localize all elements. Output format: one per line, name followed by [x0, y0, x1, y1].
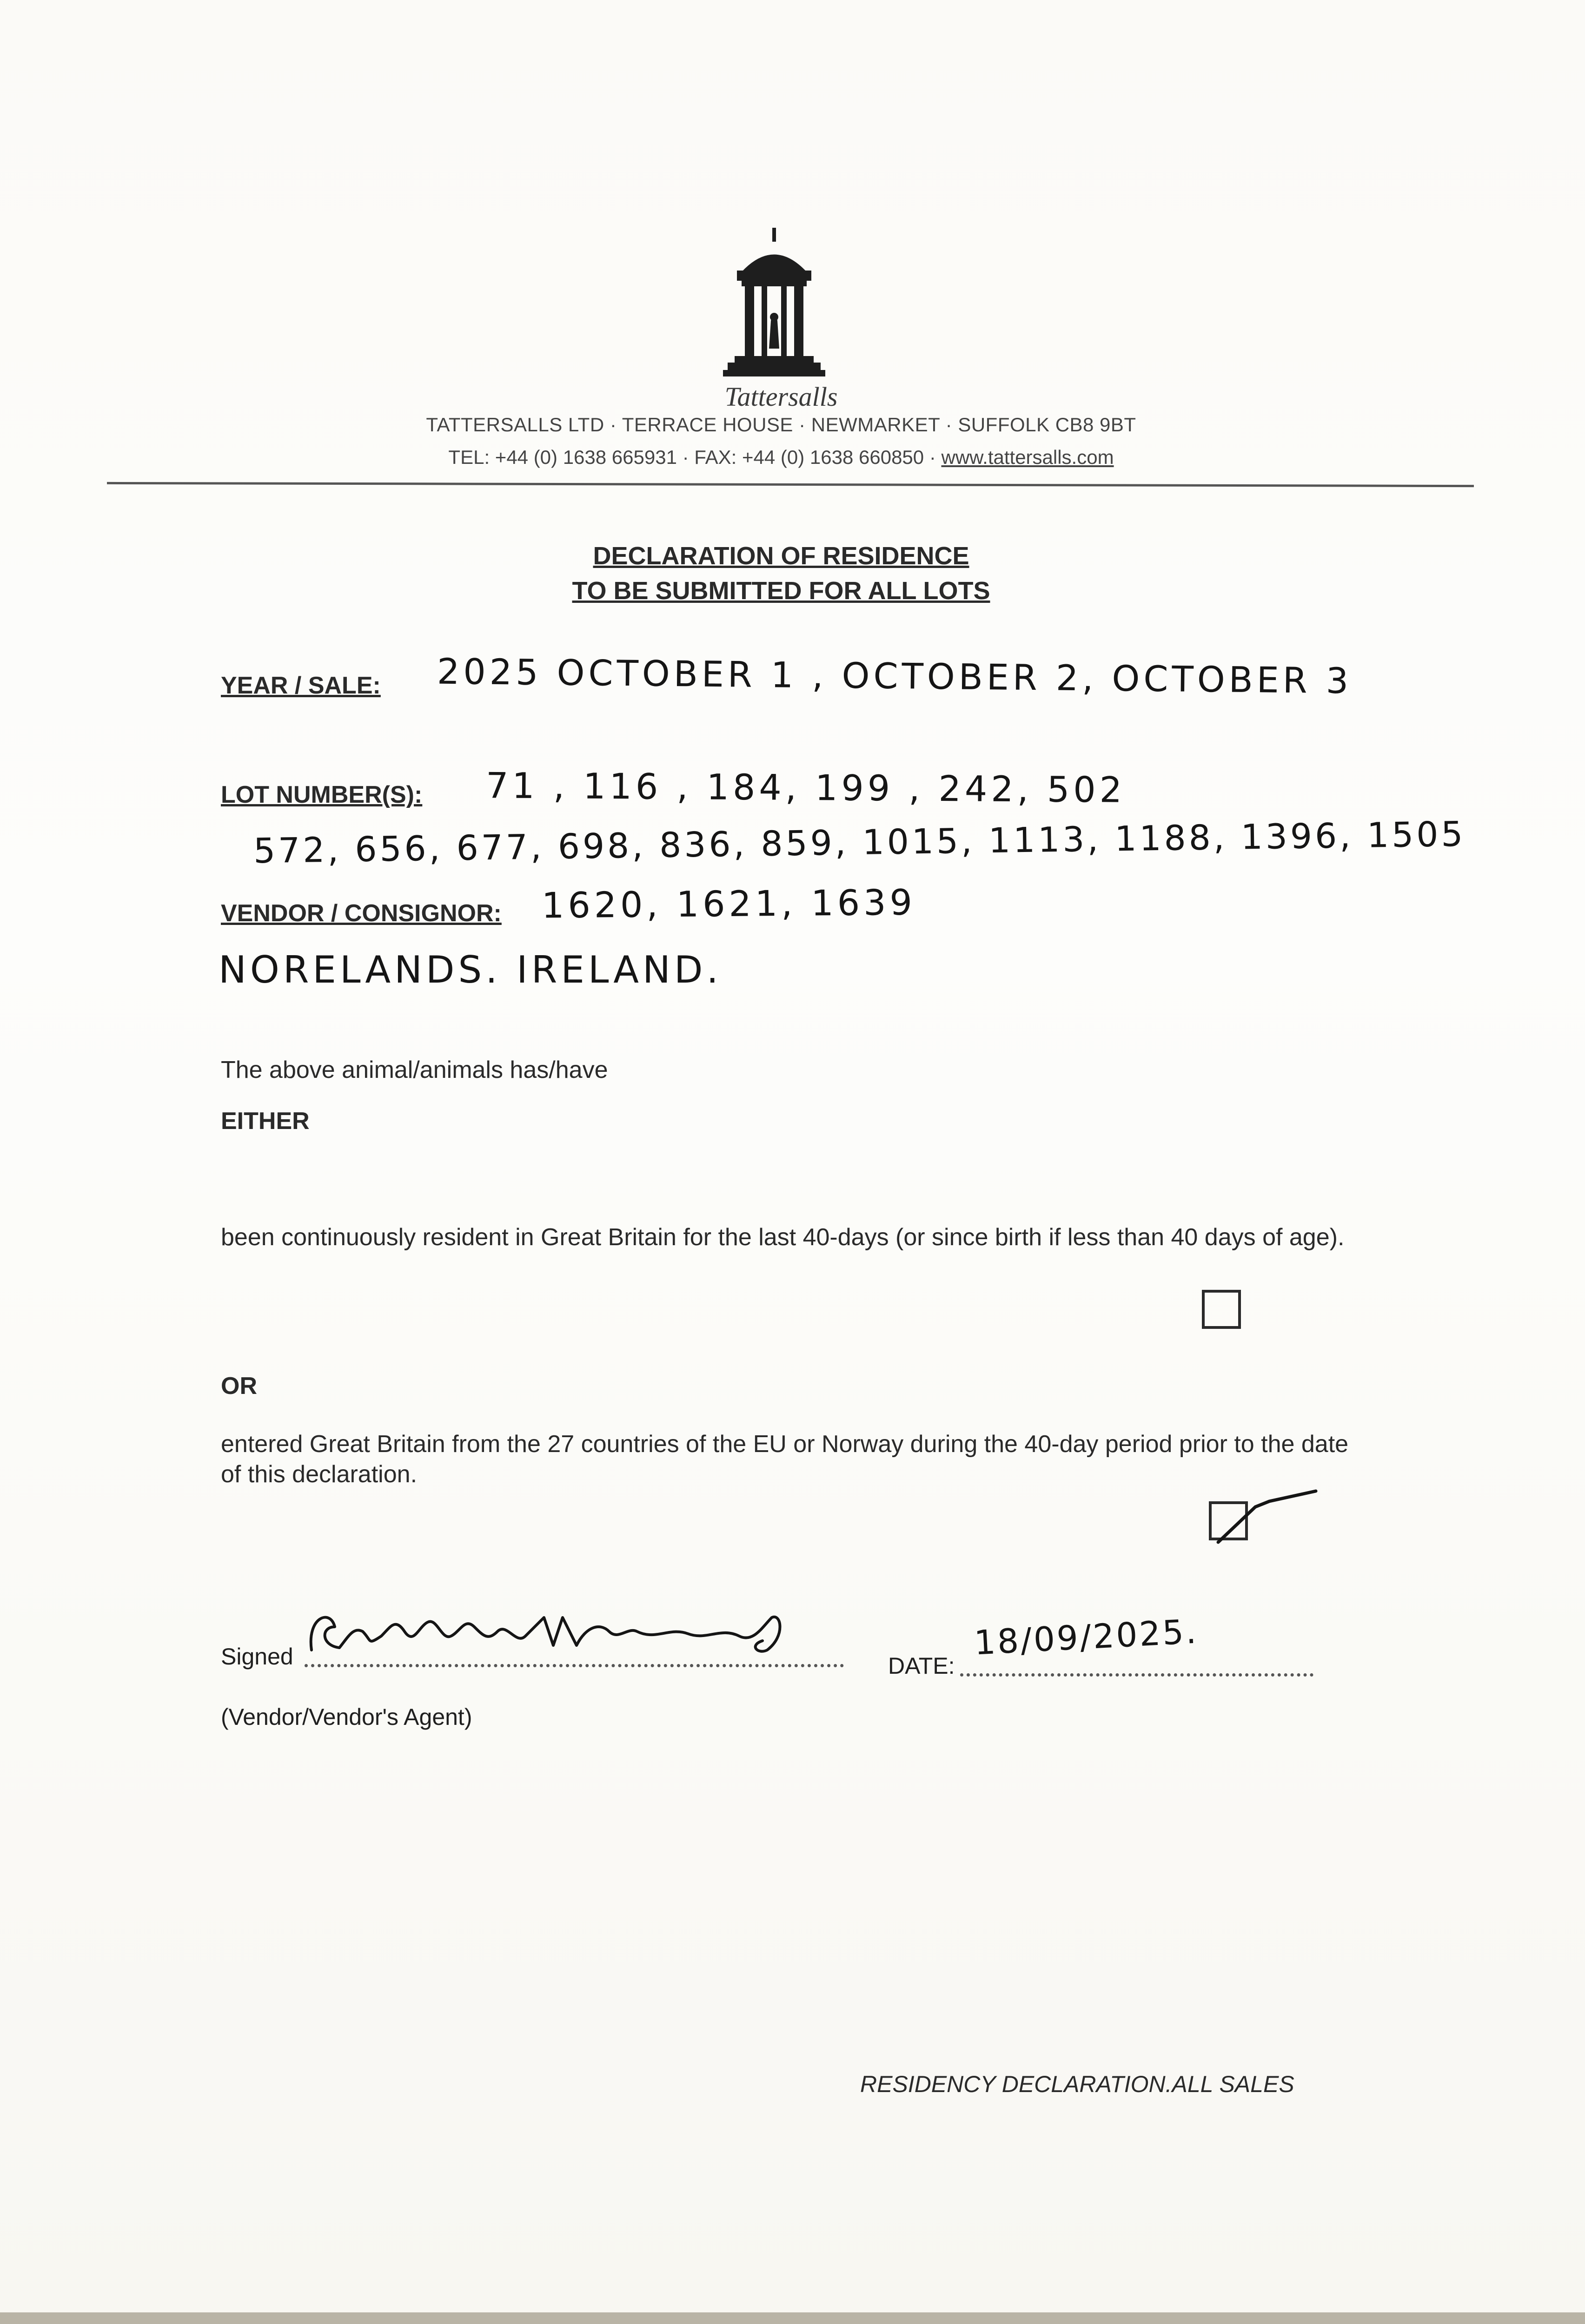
year-sale-label: YEAR / SALE: — [221, 672, 381, 699]
declaration-intro: The above animal/animals has/have — [221, 1056, 608, 1083]
lot-numbers-line-3: 1620, 1621, 1639 — [541, 881, 916, 926]
footer-form-id: RESIDENCY DECLARATION.ALL SALES — [860, 2071, 1294, 2097]
lot-numbers-label: LOT NUMBER(S): — [221, 781, 423, 808]
lot-numbers-line-1: 71 , 116 , 184, 199 , 242, 502 — [485, 765, 1126, 811]
date-value: 18/09/2025. — [973, 1611, 1199, 1663]
contact-numbers: TEL: +44 (0) 1638 665931 · FAX: +44 (0) 1638 660850 · — [448, 446, 942, 468]
header-divider — [107, 482, 1474, 487]
form-subtitle: TO BE SUBMITTED FOR ALL LOTS — [572, 577, 990, 605]
date-line — [960, 1673, 1313, 1677]
vendor-agent-label: (Vendor/Vendor's Agent) — [221, 1704, 472, 1730]
date-label: DATE: — [888, 1653, 955, 1679]
form-title: DECLARATION OF RESIDENCE — [593, 542, 969, 570]
website-link[interactable]: www.tattersalls.com — [941, 446, 1114, 468]
tattersalls-logo-icon — [716, 228, 832, 381]
company-contact — [395, 446, 1167, 469]
checkmark-icon — [1204, 1487, 1325, 1548]
handwritten-signature — [302, 1599, 804, 1669]
company-name: Tattersalls — [724, 382, 838, 412]
lot-numbers-line-2: 572, 656, 677, 698, 836, 859, 1015, 1113, 1188, 1396, 1505 — [253, 814, 1466, 872]
option-resident-text: been continuously resident in Great Britain for the last 40-days (or since birth if less than 40 days of age). — [221, 1224, 1345, 1251]
year-sale-value: 2025 OCTOBER 1 , OCTOBER 2, OCTOBER 3 — [437, 650, 1353, 702]
company-address: TATTERSALLS LTD · TERRACE HOUSE · NEWMARKET · SUFFOLK CB8 9BT — [426, 414, 1136, 436]
option-entered-text: entered Great Britain from the 27 countries of the EU or Norway during the 40-day period prior to the date of this declaration. — [221, 1431, 1349, 1488]
vendor-consignor-label: VENDOR / CONSIGNOR: — [221, 900, 502, 927]
signed-label: Signed — [221, 1644, 293, 1670]
either-label: EITHER — [221, 1108, 310, 1135]
or-label: OR — [221, 1373, 257, 1400]
page-edge — [0, 2312, 1585, 2324]
vendor-consignor-value: NORELANDS. IRELAND. — [219, 948, 722, 991]
option-resident-checkbox[interactable] — [1202, 1290, 1241, 1329]
